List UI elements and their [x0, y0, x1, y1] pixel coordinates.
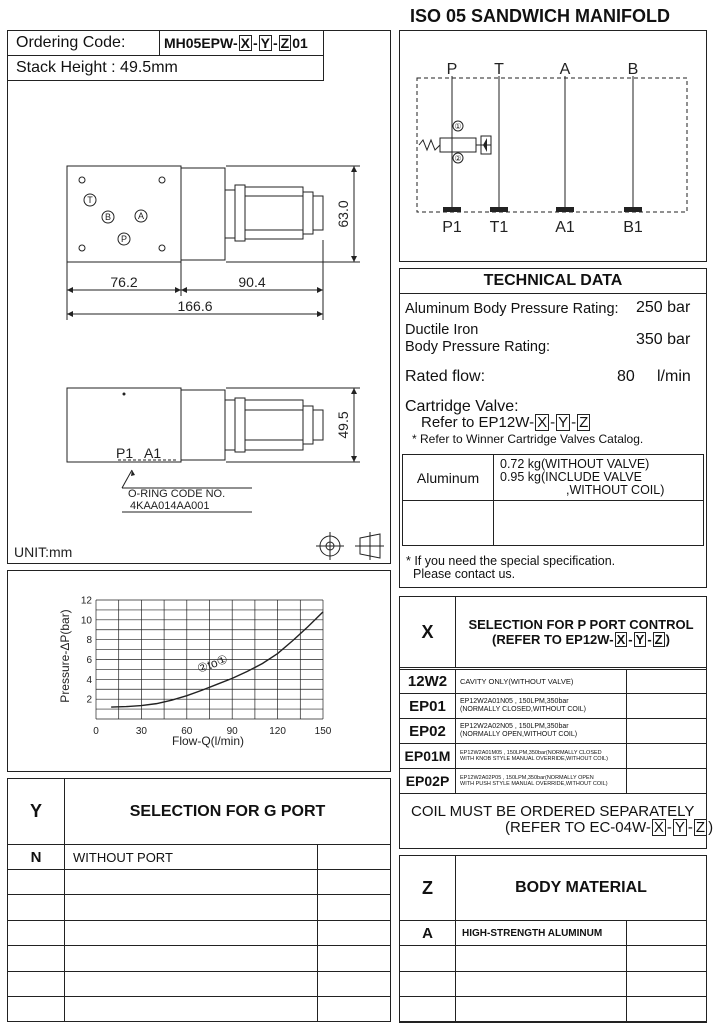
x-row-desc-line-2: WITH PUSH STYLE MANUAL OVERRIDE,WITHOUT COIL) [460, 781, 608, 787]
empty-table-cell [317, 869, 391, 895]
y-row-extra [317, 844, 391, 870]
cartridge-ref: Refer to EP12W- X - Y - Z [421, 414, 589, 431]
weight-material: Aluminum [402, 454, 494, 501]
x-row-desc-line-2: WITH KNOB STYLE MANUAL OVERRIDE,WITHOUT COIL) [460, 756, 608, 762]
alu-pressure-label: Aluminum Body Pressure Rating: [405, 301, 619, 317]
chart-x-tick: 0 [93, 726, 99, 737]
chart-x-tick: 150 [314, 726, 332, 737]
chart-y-tick: 6 [86, 655, 92, 666]
cartridge-y: Y [558, 414, 569, 431]
x-heading-y: Y [635, 632, 645, 647]
schematic-port-t: T [494, 61, 504, 78]
cartridge-ref-prefix: Refer to EP12W- [421, 414, 535, 431]
cartridge-z: Z [579, 414, 589, 431]
x-row-code: EP02 [399, 718, 456, 744]
x-heading-x: X [616, 632, 626, 647]
dimension-drawing [0, 0, 395, 565]
weight-empty-left [402, 500, 494, 546]
schematic-port-a: A [559, 61, 571, 78]
ductile-value: 350 bar [636, 331, 691, 348]
x-row-desc [455, 693, 627, 719]
empty-table-cell [317, 894, 391, 920]
empty-table-cell [7, 996, 65, 1022]
x-heading-line-1: SELECTION FOR P PORT CONTROL [468, 617, 694, 632]
cartridge-label: Cartridge Valve: [405, 398, 519, 415]
coil-suffix: ) [708, 819, 713, 836]
rated-flow-unit: l/min [657, 368, 691, 385]
x-row-desc [455, 718, 627, 744]
y-row-desc: WITHOUT PORT [64, 844, 318, 870]
ordering-code-value: MH05EPW- X - Y - Z 01 [159, 30, 324, 56]
schematic-port-p: P [446, 61, 458, 78]
valve-port-1: ① [454, 122, 462, 131]
x-row-desc: CAVITY ONLY(WITHOUT VALVE) [455, 669, 627, 694]
x-row-code: EP01 [399, 693, 456, 719]
dim-width2: 90.4 [238, 274, 266, 290]
weight-line-2: 0.95 kg(INCLUDE VALVE [500, 470, 642, 484]
empty-table-cell [626, 945, 707, 972]
chart-x-tick: 30 [135, 726, 147, 737]
empty-table-cell [399, 971, 456, 998]
ductile-label-2: Body Pressure Rating: [405, 339, 551, 355]
y-heading: SELECTION FOR G PORT [64, 778, 391, 845]
empty-table-cell [64, 920, 318, 946]
x-row-extra [626, 718, 707, 744]
chart-y-label: Pressure-ΔP(bar) [58, 609, 72, 703]
chart-y-tick: 10 [80, 615, 92, 627]
valve-port-2: ② [454, 154, 462, 163]
rated-flow-label: Rated flow: [405, 368, 486, 385]
coil-prefix: (REFER TO EC-04W- [505, 819, 651, 836]
weight-empty-right [493, 500, 704, 546]
x-row-code: EP01M [399, 743, 456, 769]
x-row-extra [626, 669, 707, 694]
chart-y-tick: 12 [80, 595, 92, 607]
x-heading-suffix: ) [665, 632, 670, 647]
y-row-code: N [7, 844, 65, 870]
special-line-2: Please contact us. [413, 567, 516, 581]
alu-pressure-value: 250 bar [636, 299, 691, 316]
coil-note-2: (REFER TO EC-04W- X - Y - Z ) [505, 819, 713, 836]
empty-table-cell [317, 996, 391, 1022]
rated-flow-value: 80 [617, 368, 635, 385]
side-port-labels: P1 A1 [116, 445, 162, 461]
x-col-header: X [399, 596, 456, 668]
dim-width1: 76.2 [110, 274, 138, 290]
cartridge-note: * Refer to Winner Cartridge Valves Catalog. [412, 432, 644, 446]
dim-height-side: 49.5 [335, 411, 351, 439]
x-row-extra [626, 743, 707, 769]
x-row-extra [626, 693, 707, 719]
ductile-label-1: Ductile Iron [405, 322, 479, 338]
special-line-1: * If you need the special specification. [406, 554, 616, 568]
empty-table-cell [626, 996, 707, 1023]
x-heading-prefix: (REFER TO EP12W- [492, 632, 614, 647]
empty-table-cell [317, 971, 391, 997]
code-z: Z [280, 35, 290, 51]
x-heading-line-2: (REFER TO EP12W- X - Y - Z ) [492, 632, 670, 647]
schematic-port-p1: P1 [442, 219, 462, 236]
chart-y-tick: 2 [86, 694, 92, 706]
port-t-label: T [87, 195, 93, 205]
empty-table-cell [64, 869, 318, 895]
z-heading: BODY MATERIAL [455, 855, 707, 921]
schematic-port-b: B [627, 61, 639, 78]
weight-line-1: 0.72 kg(WITHOUT VALVE) [500, 457, 650, 471]
x-row-desc [455, 768, 627, 794]
empty-table-cell [7, 869, 65, 895]
page-title: ISO 05 SANDWICH MANIFOLD [410, 6, 671, 26]
chart-annotation: ②to① [195, 651, 230, 676]
port-b-label: B [104, 212, 112, 222]
empty-table-cell [7, 971, 65, 997]
x-row-code: EP02P [399, 768, 456, 794]
chart-x-tick: 90 [226, 726, 238, 737]
x-row-desc-line-1: EP12W2A02P05 , 150LPM,350bar(NORMALLY OPEN [460, 775, 594, 781]
hydraulic-schematic [399, 30, 707, 262]
coil-y: Y [674, 819, 685, 836]
x-row-desc-line-2: (NORMALLY OPEN,WITHOUT COIL) [460, 731, 578, 738]
weight-values [493, 454, 704, 501]
empty-table-cell [7, 920, 65, 946]
unit-label: UNIT:mm [14, 544, 73, 560]
chart-y-tick: 8 [86, 635, 92, 647]
code-x: X [240, 35, 250, 51]
chart-y-tick: 4 [86, 674, 92, 686]
y-col-header: Y [7, 778, 65, 845]
schematic-port-b1: B1 [623, 219, 643, 236]
port-a-label: A [137, 211, 145, 221]
empty-table-cell [7, 945, 65, 971]
port-p-label: P [120, 234, 128, 244]
z-col-header: Z [399, 855, 456, 921]
code-suffix: 01 [292, 35, 308, 51]
empty-table-cell [64, 894, 318, 920]
technical-heading: TECHNICAL DATA [399, 268, 707, 294]
chart-x-label: Flow-Q(l/min) [172, 734, 244, 748]
coil-x: X [653, 819, 664, 836]
x-row-desc-line-1: EP12W2A02N05 , 150LPM,350bar [460, 723, 569, 730]
stack-height: Stack Height : 49.5mm [7, 55, 324, 81]
oring-code: 4KAA014AA001 [130, 500, 210, 512]
x-row-desc-line-2: (NORMALLY CLOSED,WITHOUT COIL) [460, 706, 587, 713]
x-heading-z: Z [654, 632, 663, 647]
x-row-extra [626, 768, 707, 794]
weight-line-3: ,WITHOUT COIL) [566, 483, 665, 497]
chart-x-tick: 120 [269, 726, 286, 737]
ordering-code-label: Ordering Code: [7, 30, 160, 56]
code-y: Y [260, 35, 270, 51]
x-heading [455, 596, 707, 668]
coil-note-1: COIL MUST BE ORDERED SEPARATELY [411, 803, 695, 820]
z-row-extra [626, 920, 707, 946]
empty-table-cell [64, 996, 318, 1022]
pressure-flow-chart [7, 570, 391, 772]
empty-table-cell [399, 996, 456, 1023]
dim-height-top: 63.0 [335, 200, 351, 228]
chart-x-tick: 60 [181, 726, 193, 737]
z-row-code: A [399, 920, 456, 946]
cartridge-x: X [537, 414, 548, 431]
oring-label: O-RING CODE NO. [128, 488, 226, 500]
empty-table-cell [455, 996, 627, 1023]
code-prefix: MH05EPW- [164, 35, 238, 51]
empty-table-cell [7, 894, 65, 920]
empty-table-cell [455, 971, 627, 998]
x-row-desc-line-1: EP12W2A01M05 , 150LPM,350bar(NORMALLY CLOSED [460, 750, 602, 756]
z-row-desc: HIGH-STRENGTH ALUMINUM [455, 920, 627, 946]
empty-table-cell [455, 945, 627, 972]
schematic-port-t1: T1 [489, 219, 509, 236]
coil-z: Z [695, 819, 706, 836]
x-row-code: 12W2 [399, 669, 456, 694]
x-row-desc [455, 743, 627, 769]
empty-table-cell [317, 920, 391, 946]
x-row-desc-line-1: EP12W2A01N05 , 150LPM,350bar [460, 698, 569, 705]
empty-table-cell [64, 945, 318, 971]
empty-table-cell [64, 971, 318, 997]
empty-table-cell [317, 945, 391, 971]
empty-table-cell [626, 971, 707, 998]
dim-total: 166.6 [177, 298, 213, 314]
empty-table-cell [399, 945, 456, 972]
schematic-port-a1: A1 [555, 219, 575, 236]
